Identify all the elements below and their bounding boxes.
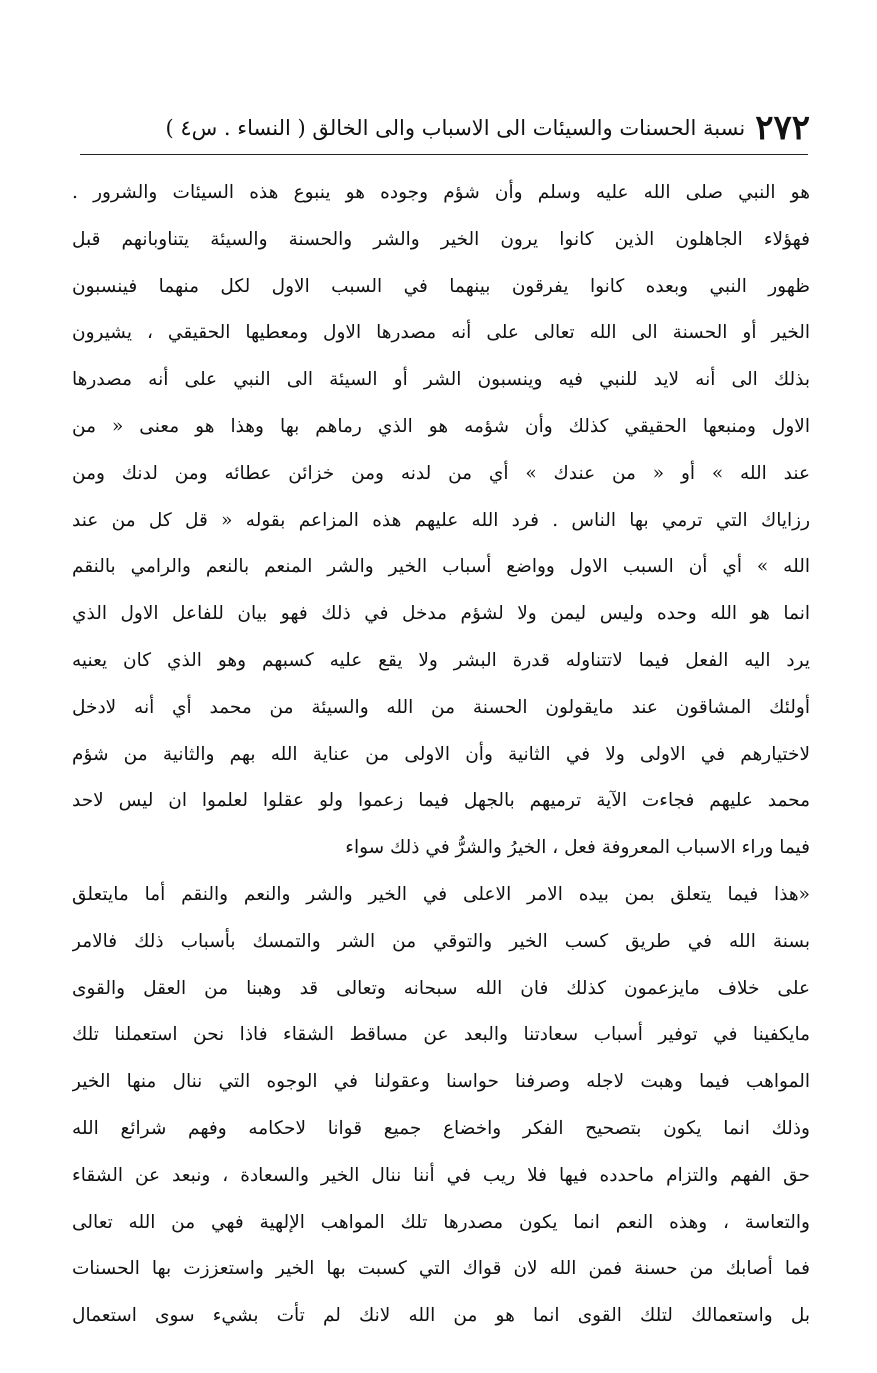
text-line: الخير أو الحسنة الى الله تعالى على أنه مصدرها الاول ومعطيها الحقيقي ، يشيرون <box>72 322 810 344</box>
text-line: مايكفينا في توفير أسباب سعادتنا والبعد عن مساقط الشقاء فاذا نحن استعملنا تلك <box>72 1024 810 1046</box>
text-line: الله » أي أن السبب الاول وواضع أسباب الخير والشر المنعم بالنعم والرامي بالنقم <box>72 556 810 578</box>
text-line: انما هو الله وحده وليس ليمن ولا لشؤم مدخل في ذلك فهو بيان للفاعل الاول الذي <box>72 603 810 625</box>
text-line: محمد عليهم فجاءت الآية ترميهم بالجهل فيما زعموا ولو عقلوا لعلموا ان ليس لاحد <box>72 790 810 812</box>
text-line: ظهور النبي وبعده كانوا يفرقون بينهما في السبب الاول لكل منهما فينسبون <box>72 275 810 297</box>
text-line: بسنة الله في طريق كسب الخير والتوقي من الشر والتمسك بأسباب ذلك فالامر <box>72 930 810 952</box>
text-line: عند الله » أو « من عندك » أي من لدنه ومن خزائن عطائه ومن لدنك ومن <box>72 462 810 484</box>
text-line: رزاياك التي ترمي بها الناس . فرد الله عليهم هذه المزاعم بقوله « قل كل من عند <box>72 509 810 531</box>
header-rule <box>80 154 808 155</box>
page-number: ٢٧٢ <box>755 108 810 148</box>
page-header <box>95 108 810 148</box>
body-text <box>72 170 810 1340</box>
text-line: فما أصابك من حسنة فمن الله لان قواك التي كسبت بها الخير واستعززت بها الحسنات <box>72 1258 810 1280</box>
text-line: «هذا فيما يتعلق بمن بيده الامر الاعلى في الخير والشر والنعم والنقم أما مايتعلق <box>72 883 810 905</box>
text-line: أولئك المشاقون عند مايقولون الحسنة من الله والسيئة من محمد أي أنه لادخل <box>72 696 810 718</box>
text-line: فهؤلاء الجاهلون الذين كانوا يرون الخير والشر والحسنة والسيئة يتناوبانهم قبل <box>72 228 810 250</box>
text-line: بل واستعمالك لتلك القوى انما هو من الله لانك لم تأت بشيء سوى استعمال <box>72 1305 810 1327</box>
text-line: لاختيارهم في الاولى ولا في الثانية وأن الاولى من عناية الله بهم والثانية من شؤم <box>72 743 810 765</box>
text-line: والتعاسة ، وهذه النعم انما يكون مصدرها تلك المواهب الإلهية فهي من الله تعالى <box>72 1211 810 1233</box>
text-line: الاول ومنبعها الحقيقي كذلك وأن شؤمه هو الذي رماهم بها وهذا هو معنى « من <box>72 415 810 437</box>
text-line: بذلك الى أنه لايد للنبي فيه وينسبون الشر أو السيئة الى النبي على أنه مصدرها <box>72 369 810 391</box>
text-line: هو النبي صلى الله عليه وسلم وأن شؤم وجوده هو ينبوع هذه السيئات والشرور . <box>72 182 810 203</box>
running-title: نسبة الحسنات والسيئات الى الاسباب والى الخالق ( النساء . س٤ ) <box>165 116 746 140</box>
text-line: على خلاف مايزعمون كذلك فان الله سبحانه وتعالى قد وهبنا من العقل والقوى <box>72 977 810 999</box>
text-line: يرد اليه الفعل فيما لاتتناوله قدرة البشر ولا يقع عليه كسبهم وهو الذي كان يعنيه <box>72 649 810 671</box>
text-line: حق الفهم والتزام ماحدده فيها فلا ريب في أننا ننال الخير والسعادة ، ونبعد عن الشقاء <box>72 1164 810 1186</box>
text-line: وذلك انما يكون بتصحيح الفكر واخضاع جميع قوانا لاحكامه وفهم شرائع الله <box>72 1117 810 1139</box>
paragraph-end-line: فيما وراء الاسباب المعروفة فعل ، الخيرُ والشرُّ في ذلك سواء <box>345 837 810 859</box>
text-line: المواهب فيما وهبت لاجله وصرفنا حواسنا وعقولنا في الوجوه التي ننال منها الخير <box>72 1071 810 1093</box>
